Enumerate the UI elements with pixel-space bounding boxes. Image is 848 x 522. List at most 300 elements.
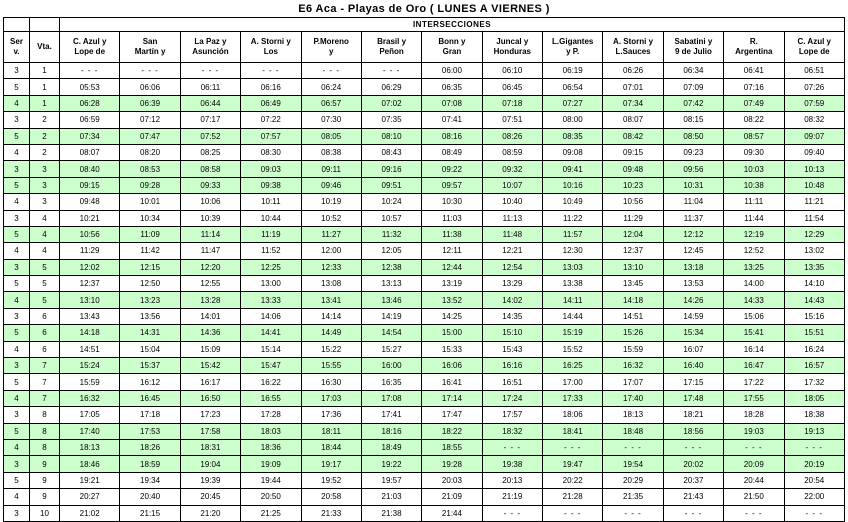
cell-time: 12:30: [543, 243, 603, 259]
cell-time: 14:25: [422, 308, 482, 324]
table-row: [4, 505, 845, 521]
cell-time: 13:43: [60, 308, 120, 324]
cell-time: 11:09: [120, 226, 180, 242]
cell-time: 06:29: [361, 79, 421, 95]
cell-vuelta: 4: [30, 226, 60, 242]
cell-time: 11:48: [482, 226, 542, 242]
cell-time: 20:29: [603, 472, 663, 488]
column-header-stop-8: [543, 32, 603, 63]
cell-time: 17:33: [543, 390, 603, 406]
table-row: [4, 489, 845, 505]
cell-time: 18:32: [482, 423, 542, 439]
cell-service: 4: [4, 243, 30, 259]
cell-time: 11:42: [120, 243, 180, 259]
cell-time: 07:30: [301, 112, 361, 128]
cell-time: 12:05: [361, 243, 421, 259]
table-row: [4, 144, 845, 160]
cell-service: 3: [4, 112, 30, 128]
cell-time: 21:44: [422, 505, 482, 521]
cell-service: 3: [4, 456, 30, 472]
cell-vuelta: 3: [30, 194, 60, 210]
table-row: [4, 210, 845, 226]
cell-time: 07:09: [663, 79, 723, 95]
cell-time: 09:16: [361, 161, 421, 177]
cell-time: 13:10: [60, 292, 120, 308]
cell-time: 17:07: [603, 374, 663, 390]
cell-time: 09:33: [180, 177, 240, 193]
cell-time: 13:08: [301, 276, 361, 292]
cell-time: 17:28: [241, 407, 301, 423]
cell-time: 06:11: [180, 79, 240, 95]
cell-time: 19:03: [724, 423, 784, 439]
cell-time: 12:38: [361, 259, 421, 275]
cell-time: 19:44: [241, 472, 301, 488]
cell-time: 14:01: [180, 308, 240, 324]
cell-time: 07:34: [60, 128, 120, 144]
table-row: [4, 226, 845, 242]
cell-vuelta: 3: [30, 177, 60, 193]
table-row: [4, 95, 845, 111]
cell-time: 08:50: [663, 128, 723, 144]
cell-time: 14:51: [603, 308, 663, 324]
cell-time: 09:38: [241, 177, 301, 193]
cell-time: 10:19: [301, 194, 361, 210]
cell-vuelta: 6: [30, 308, 60, 324]
cell-time: 14:14: [301, 308, 361, 324]
cell-time: 19:17: [301, 456, 361, 472]
cell-time: 08:07: [603, 112, 663, 128]
cell-time: 12:21: [482, 243, 542, 259]
cell-time: 06:35: [422, 79, 482, 95]
cell-time: 19:28: [422, 456, 482, 472]
vuelta-head-line1: Vta.: [37, 42, 52, 51]
cell-vuelta: 5: [30, 292, 60, 308]
cell-time: 17:14: [422, 390, 482, 406]
cell-time: 06:59: [60, 112, 120, 128]
cell-time: 14:49: [301, 325, 361, 341]
cell-time: 06:24: [301, 79, 361, 95]
cell-time: 15:22: [301, 341, 361, 357]
cell-service: 4: [4, 439, 30, 455]
cell-time: 06:26: [603, 63, 663, 79]
cell-time: 16:41: [422, 374, 482, 390]
cell-time: 16:32: [60, 390, 120, 406]
cell-time: 15:51: [784, 325, 845, 341]
cell-time: 15:47: [241, 358, 301, 374]
cell-time: 20:09: [724, 456, 784, 472]
cell-time: 12:50: [120, 276, 180, 292]
cell-time: 18:36: [241, 439, 301, 455]
column-header-stop-4: [301, 32, 361, 63]
cell-time: 06:51: [784, 63, 845, 79]
cell-time: 13:25: [724, 259, 784, 275]
cell-time: - - -: [724, 505, 784, 521]
stop-10-line2: 9 de Julio: [674, 47, 712, 56]
cell-time: 08:38: [301, 144, 361, 160]
cell-time: 14:18: [603, 292, 663, 308]
cell-time: 18:26: [120, 439, 180, 455]
cell-vuelta: 4: [30, 210, 60, 226]
cell-time: 21:38: [361, 505, 421, 521]
stop-3-line2: Los: [263, 47, 278, 56]
cell-time: 16:45: [120, 390, 180, 406]
cell-time: 15:19: [543, 325, 603, 341]
cell-time: 17:40: [60, 423, 120, 439]
cell-time: 08:59: [482, 144, 542, 160]
band-spacer-ser: [4, 18, 30, 32]
cell-time: 13:33: [241, 292, 301, 308]
cell-time: 08:15: [663, 112, 723, 128]
cell-service: 4: [4, 95, 30, 111]
cell-time: 17:05: [60, 407, 120, 423]
cell-time: 08:53: [120, 161, 180, 177]
cell-vuelta: 8: [30, 407, 60, 423]
cell-service: 3: [4, 161, 30, 177]
cell-time: 20:19: [784, 456, 845, 472]
stop-8-line1: L.Gigantes: [552, 37, 594, 46]
cell-time: 07:12: [120, 112, 180, 128]
table-row: [4, 276, 845, 292]
cell-time: 13:35: [784, 259, 845, 275]
cell-time: 07:18: [482, 95, 542, 111]
cell-time: 21:50: [724, 489, 784, 505]
service-head-line2: v.: [13, 47, 20, 56]
cell-time: 17:58: [180, 423, 240, 439]
cell-service: 5: [4, 472, 30, 488]
cell-time: 09:57: [422, 177, 482, 193]
stop-1-line1: San: [142, 37, 158, 46]
cell-time: 10:24: [361, 194, 421, 210]
column-header-stop-3: [241, 32, 301, 63]
cell-time: 15:26: [603, 325, 663, 341]
cell-time: 10:56: [603, 194, 663, 210]
cell-vuelta: 9: [30, 472, 60, 488]
cell-time: 09:41: [543, 161, 603, 177]
cell-time: 10:21: [60, 210, 120, 226]
cell-time: - - -: [784, 505, 845, 521]
cell-time: 16:00: [361, 358, 421, 374]
cell-time: 07:27: [543, 95, 603, 111]
stop-4-line1: P.Moreno: [313, 37, 349, 46]
cell-time: 09:56: [663, 161, 723, 177]
cell-time: 14:10: [784, 276, 845, 292]
cell-time: 10:56: [60, 226, 120, 242]
column-header-service: [4, 32, 30, 63]
cell-time: 06:41: [724, 63, 784, 79]
table-row: [4, 292, 845, 308]
cell-time: 18:48: [603, 423, 663, 439]
cell-vuelta: 7: [30, 374, 60, 390]
stop-12-line2: Lope de: [798, 47, 830, 56]
stop-9-line1: A. Storni y: [613, 37, 654, 46]
stop-2-line1: La Paz y: [194, 37, 227, 46]
cell-time: 19:39: [180, 472, 240, 488]
cell-time: 11:11: [724, 194, 784, 210]
cell-time: 17:47: [422, 407, 482, 423]
cell-time: 20:58: [301, 489, 361, 505]
cell-time: 15:37: [120, 358, 180, 374]
cell-vuelta: 4: [30, 243, 60, 259]
table-row: [4, 374, 845, 390]
cell-time: 16:47: [724, 358, 784, 374]
cell-time: 12:54: [482, 259, 542, 275]
column-header-row: [4, 32, 845, 63]
cell-time: 20:22: [543, 472, 603, 488]
cell-time: 06:44: [180, 95, 240, 111]
column-header-stop-7: [482, 32, 542, 63]
table-row: [4, 63, 845, 79]
cell-time: 06:57: [301, 95, 361, 111]
table-row: [4, 194, 845, 210]
cell-time: 16:07: [663, 341, 723, 357]
cell-time: - - -: [603, 505, 663, 521]
cell-time: 16:16: [482, 358, 542, 374]
cell-time: 12:12: [663, 226, 723, 242]
column-header-stop-5: [361, 32, 421, 63]
cell-time: 15:33: [422, 341, 482, 357]
cell-service: 3: [4, 210, 30, 226]
cell-time: 17:36: [301, 407, 361, 423]
cell-time: 10:23: [603, 177, 663, 193]
cell-time: 17:23: [180, 407, 240, 423]
cell-time: 15:10: [482, 325, 542, 341]
cell-time: 12:19: [724, 226, 784, 242]
cell-time: 20:37: [663, 472, 723, 488]
cell-time: 08:30: [241, 144, 301, 160]
cell-time: 06:49: [241, 95, 301, 111]
cell-time: 09:46: [301, 177, 361, 193]
cell-time: 15:04: [120, 341, 180, 357]
cell-time: - - -: [543, 439, 603, 455]
table-row: [4, 407, 845, 423]
cell-vuelta: 2: [30, 112, 60, 128]
cell-time: 07:59: [784, 95, 845, 111]
column-header-stop-12: [784, 32, 845, 63]
cell-time: 20:50: [241, 489, 301, 505]
column-header-stop-10: [663, 32, 723, 63]
cell-time: 16:14: [724, 341, 784, 357]
cell-time: 07:26: [784, 79, 845, 95]
cell-time: 11:44: [724, 210, 784, 226]
cell-time: 08:25: [180, 144, 240, 160]
cell-time: 12:33: [301, 259, 361, 275]
cell-service: 5: [4, 177, 30, 193]
cell-time: 13:13: [361, 276, 421, 292]
cell-time: 06:28: [60, 95, 120, 111]
cell-time: 09:15: [60, 177, 120, 193]
cell-time: 10:40: [482, 194, 542, 210]
cell-time: 07:51: [482, 112, 542, 128]
cell-time: 19:04: [180, 456, 240, 472]
cell-time: 10:38: [724, 177, 784, 193]
cell-time: 18:16: [361, 423, 421, 439]
cell-time: 09:32: [482, 161, 542, 177]
column-header-stop-2: [180, 32, 240, 63]
cell-time: 13:00: [241, 276, 301, 292]
cell-service: 3: [4, 308, 30, 324]
cell-service: 3: [4, 259, 30, 275]
cell-time: 18:38: [784, 407, 845, 423]
cell-time: 09:03: [241, 161, 301, 177]
cell-time: 08:07: [60, 144, 120, 160]
cell-time: 12:15: [120, 259, 180, 275]
cell-time: 16:57: [784, 358, 845, 374]
cell-time: 09:30: [724, 144, 784, 160]
cell-time: 16:40: [663, 358, 723, 374]
cell-vuelta: 8: [30, 439, 60, 455]
cell-time: 11:22: [543, 210, 603, 226]
cell-time: 11:38: [422, 226, 482, 242]
cell-time: 18:59: [120, 456, 180, 472]
cell-time: - - -: [663, 439, 723, 455]
cell-vuelta: 2: [30, 128, 60, 144]
cell-vuelta: 10: [30, 505, 60, 521]
cell-time: 12:02: [60, 259, 120, 275]
table-row: [4, 79, 845, 95]
cell-time: 20:54: [784, 472, 845, 488]
cell-time: 13:28: [180, 292, 240, 308]
stop-2-line2: Asunción: [192, 47, 229, 56]
cell-time: 09:48: [603, 161, 663, 177]
table-row: [4, 161, 845, 177]
cell-time: 17:32: [784, 374, 845, 390]
cell-time: 13:38: [543, 276, 603, 292]
cell-time: 10:31: [663, 177, 723, 193]
cell-time: 06:19: [543, 63, 603, 79]
cell-time: 08:58: [180, 161, 240, 177]
cell-time: 20:40: [120, 489, 180, 505]
stop-7-line2: Honduras: [493, 47, 531, 56]
cell-time: 06:10: [482, 63, 542, 79]
cell-time: 19:52: [301, 472, 361, 488]
cell-time: 19:38: [482, 456, 542, 472]
cell-time: 13:18: [663, 259, 723, 275]
cell-time: 15:59: [60, 374, 120, 390]
cell-time: 10:16: [543, 177, 603, 193]
cell-time: 10:49: [543, 194, 603, 210]
cell-time: 18:13: [60, 439, 120, 455]
cell-time: 08:43: [361, 144, 421, 160]
cell-vuelta: 5: [30, 259, 60, 275]
cell-time: 11:29: [603, 210, 663, 226]
cell-time: 17:40: [603, 390, 663, 406]
cell-time: 21:25: [241, 505, 301, 521]
cell-time: 20:03: [422, 472, 482, 488]
cell-time: 06:34: [663, 63, 723, 79]
cell-time: - - -: [301, 63, 361, 79]
cell-time: 10:13: [784, 161, 845, 177]
cell-service: 5: [4, 79, 30, 95]
cell-time: - - -: [482, 439, 542, 455]
cell-time: 09:40: [784, 144, 845, 160]
cell-time: 09:23: [663, 144, 723, 160]
cell-service: 4: [4, 194, 30, 210]
table-row: [4, 128, 845, 144]
cell-time: 17:48: [663, 390, 723, 406]
stop-4-line2: y: [328, 47, 334, 56]
cell-time: 21:43: [663, 489, 723, 505]
cell-time: 15:24: [60, 358, 120, 374]
cell-vuelta: 1: [30, 79, 60, 95]
table-row: [4, 308, 845, 324]
cell-time: 19:57: [361, 472, 421, 488]
stop-0-line2: Lope de: [74, 47, 106, 56]
table-head: [4, 18, 845, 63]
cell-time: 18:21: [663, 407, 723, 423]
cell-time: 19:21: [60, 472, 120, 488]
cell-time: 13:46: [361, 292, 421, 308]
cell-time: 11:14: [180, 226, 240, 242]
table-row: [4, 325, 845, 341]
cell-time: 19:09: [241, 456, 301, 472]
cell-time: 14:44: [543, 308, 603, 324]
cell-time: 08:42: [603, 128, 663, 144]
cell-time: 07:08: [422, 95, 482, 111]
table-row: [4, 341, 845, 357]
cell-time: 14:19: [361, 308, 421, 324]
cell-time: 12:29: [784, 226, 845, 242]
cell-time: 09:28: [120, 177, 180, 193]
cell-time: 18:05: [784, 390, 845, 406]
cell-time: 07:41: [422, 112, 482, 128]
cell-time: 13:53: [663, 276, 723, 292]
cell-time: 21:15: [120, 505, 180, 521]
cell-time: 08:40: [60, 161, 120, 177]
cell-time: 09:11: [301, 161, 361, 177]
table-row: [4, 439, 845, 455]
table-row: [4, 390, 845, 406]
cell-service: 3: [4, 63, 30, 79]
cell-time: 13:56: [120, 308, 180, 324]
cell-time: - - -: [60, 63, 120, 79]
cell-time: 17:08: [361, 390, 421, 406]
cell-time: 08:00: [543, 112, 603, 128]
cell-time: 17:57: [482, 407, 542, 423]
cell-time: 08:16: [422, 128, 482, 144]
cell-time: 15:27: [361, 341, 421, 357]
cell-time: 20:44: [724, 472, 784, 488]
cell-vuelta: 6: [30, 341, 60, 357]
cell-time: 18:22: [422, 423, 482, 439]
cell-time: 16:35: [361, 374, 421, 390]
cell-time: 17:00: [543, 374, 603, 390]
table-body: [4, 63, 845, 522]
cell-time: 12:37: [60, 276, 120, 292]
cell-time: 13:52: [422, 292, 482, 308]
cell-time: 06:45: [482, 79, 542, 95]
cell-time: 06:16: [241, 79, 301, 95]
cell-time: 11:57: [543, 226, 603, 242]
cell-service: 5: [4, 423, 30, 439]
table-row: [4, 243, 845, 259]
cell-time: 18:46: [60, 456, 120, 472]
cell-time: 16:55: [241, 390, 301, 406]
cell-vuelta: 9: [30, 489, 60, 505]
cell-time: 06:54: [543, 79, 603, 95]
cell-time: 18:41: [543, 423, 603, 439]
cell-time: 20:27: [60, 489, 120, 505]
table-row: [4, 423, 845, 439]
cell-vuelta: 7: [30, 358, 60, 374]
cell-time: 17:03: [301, 390, 361, 406]
cell-time: 14:33: [724, 292, 784, 308]
cell-time: - - -: [784, 439, 845, 455]
cell-time: 11:21: [784, 194, 845, 210]
cell-service: 4: [4, 144, 30, 160]
table-row: [4, 456, 845, 472]
stop-7-line1: Juncal y: [496, 37, 529, 46]
cell-time: 10:44: [241, 210, 301, 226]
